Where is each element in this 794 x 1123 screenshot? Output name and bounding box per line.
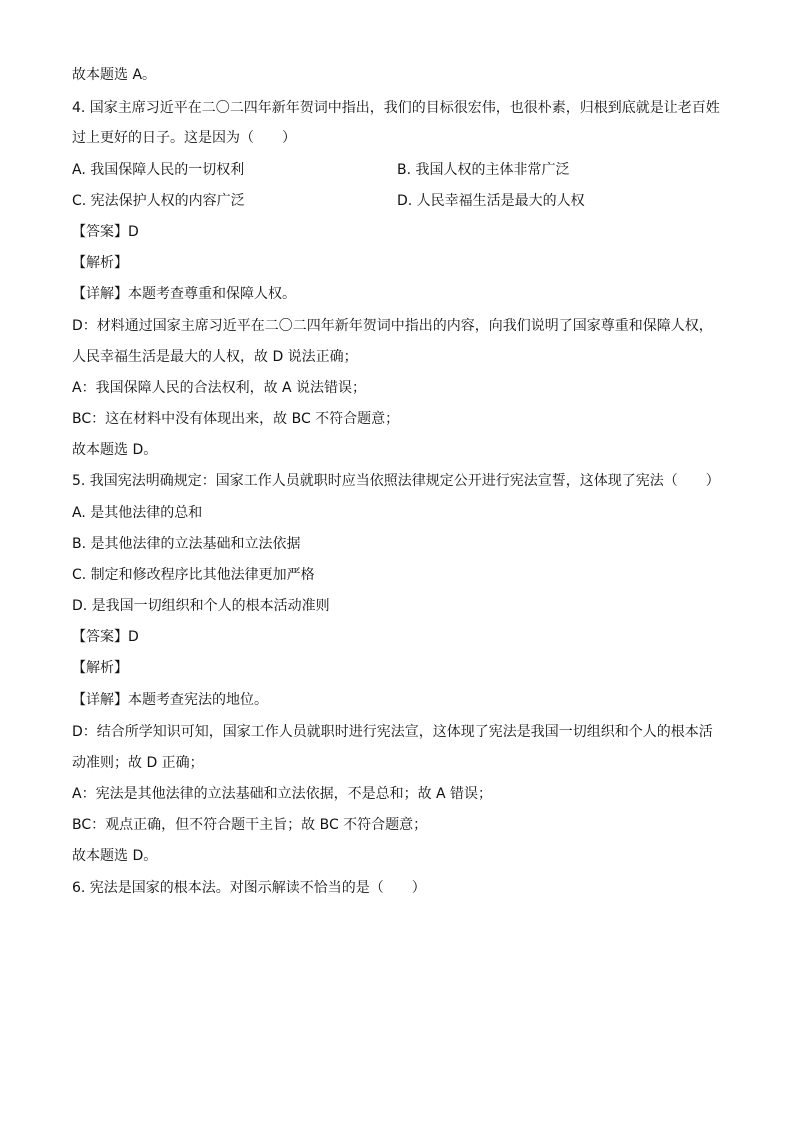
question-4-stem-cont: 过上更好的日子。这是因为（ ） xyxy=(72,130,296,146)
question-5-stem: 5. 我国宪法明确规定：国家工作人员就职时应当依照法律规定公开进行宪法宣誓，这体现了宪法（ ） xyxy=(72,473,720,489)
q5-option-d: D. 是我国一切组织和个人的根本活动准则 xyxy=(72,598,330,614)
q4-answer: 【答案】D xyxy=(72,224,139,240)
q5-detail: 【详解】本题考查宪法的地位。 xyxy=(72,692,268,708)
q5-detail-a: A：宪法是其他法律的立法基础和立法依据，不是总和；故 A 错误； xyxy=(72,786,493,802)
question-6-stem: 6. 宪法是国家的根本法。对图示解读不恰当的是（ ） xyxy=(72,880,426,896)
q4-option-b: B. 我国人权的主体非常广泛 xyxy=(397,162,570,178)
q4-option-d: D. 人民幸福生活是最大的人权 xyxy=(397,193,585,209)
conclusion-q5: 故本题选 D。 xyxy=(72,848,158,864)
conclusion-q3: 故本题选 A。 xyxy=(72,67,157,83)
q5-option-c: C. 制定和修改程序比其他法律更加严格 xyxy=(72,567,315,583)
q5-detail-d: D：结合所学知识可知，国家工作人员就职时进行宪法宣，这体现了宪法是我国一切组织和个人的根本活 xyxy=(72,724,713,740)
q5-analysis-heading: 【解析】 xyxy=(72,660,128,676)
q4-option-a: A. 我国保障人民的一切权利 xyxy=(72,162,245,178)
q4-detail: 【详解】本题考查尊重和保障人权。 xyxy=(72,286,296,302)
q5-option-b: B. 是其他法律的立法基础和立法依据 xyxy=(72,536,301,552)
q5-detail-d-cont: 动准则；故 D 正确； xyxy=(72,755,204,771)
q4-detail-d-cont: 人民幸福生活是最大的人权，故 D 说法正确； xyxy=(72,349,358,365)
q4-option-c: C. 宪法保护人权的内容广泛 xyxy=(72,193,245,209)
q4-analysis-heading: 【解析】 xyxy=(72,255,128,271)
q5-option-a: A. 是其他法律的总和 xyxy=(72,505,203,521)
q5-detail-bc: BC：观点正确，但不符合题干主旨；故 BC 不符合题意； xyxy=(72,817,428,833)
question-4-stem: 4. 国家主席习近平在二〇二四年新年贺词中指出，我们的目标很宏伟，也很朴素，归根到底就是让老百姓 xyxy=(72,100,720,116)
q5-answer: 【答案】D xyxy=(72,629,139,645)
conclusion-q4: 故本题选 D。 xyxy=(72,442,158,458)
q4-detail-d: D：材料通过国家主席习近平在二〇二四年新年贺词中指出的内容，向我们说明了国家尊重和保障人权， xyxy=(72,318,713,334)
q4-detail-bc: BC：这在材料中没有体现出来，故 BC 不符合题意； xyxy=(72,411,400,427)
q4-detail-a: A：我国保障人民的合法权利，故 A 说法错误； xyxy=(72,380,367,396)
